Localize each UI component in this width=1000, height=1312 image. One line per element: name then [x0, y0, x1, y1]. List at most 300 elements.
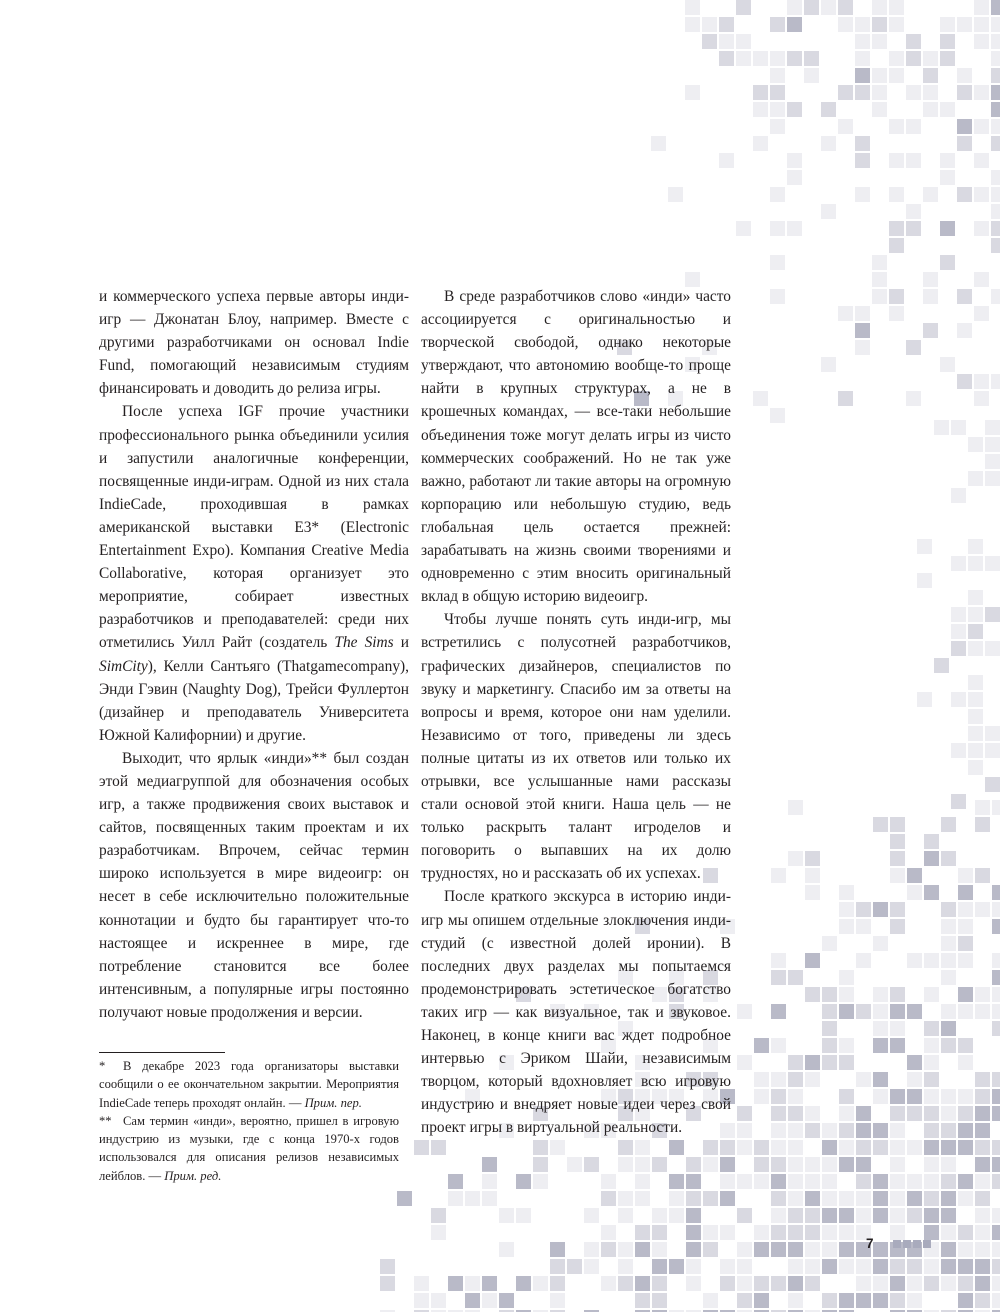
- pixel-square: [917, 692, 932, 707]
- pixel-square: [889, 17, 904, 32]
- pixel-square: [923, 68, 938, 83]
- pixel-square: [804, 0, 819, 15]
- pixel-square: [974, 153, 989, 168]
- pixel-square: [941, 919, 956, 934]
- pixel-square: [635, 1242, 650, 1257]
- pixel-square: [924, 1038, 939, 1053]
- pixel-square: [788, 1225, 803, 1240]
- pixel-square: [974, 221, 989, 236]
- pixel-square: [985, 641, 1000, 656]
- pixel-square: [771, 1140, 786, 1155]
- pixel-square: [771, 1276, 786, 1291]
- pixel-square: [924, 885, 939, 900]
- pixel-square: [907, 1106, 922, 1121]
- pixel-square: [788, 970, 803, 985]
- pixel-square: [737, 1140, 752, 1155]
- pixel-square: [906, 204, 921, 219]
- pixel-square: [770, 51, 785, 66]
- pixel-square: [822, 1157, 837, 1172]
- pixel-square: [770, 85, 785, 100]
- pixel-square: [754, 1225, 769, 1240]
- pixel-square: [958, 936, 973, 951]
- pixel-square: [906, 119, 921, 134]
- pixel-square: [839, 1157, 854, 1172]
- pixel-square: [958, 1191, 973, 1206]
- pixel-square: [804, 68, 819, 83]
- pixel-square: [975, 902, 990, 917]
- pixel-square: [431, 1208, 446, 1223]
- pixel-square: [822, 1225, 837, 1240]
- footnote-divider: [99, 1052, 225, 1053]
- pixel-square: [957, 68, 972, 83]
- pixel-square: [584, 1259, 599, 1274]
- pixel-square: [550, 1140, 565, 1155]
- pixel-square: [652, 1276, 667, 1291]
- pixel-square: [821, 204, 836, 219]
- pixel-square: [974, 17, 989, 32]
- pixel-square: [968, 471, 983, 486]
- pixel-square: [974, 187, 989, 202]
- pixel-square: [975, 800, 990, 815]
- pixel-square: [414, 1293, 429, 1308]
- pixel-square: [975, 1089, 990, 1104]
- pixel-square: [601, 1225, 616, 1240]
- pixel-square: [856, 1293, 871, 1308]
- pixel-square: [635, 1174, 650, 1189]
- pixel-square: [924, 851, 939, 866]
- pixel-square: [958, 1259, 973, 1274]
- pixel-square: [754, 1157, 769, 1172]
- pixel-square: [992, 1293, 1000, 1308]
- pixel-square: [668, 187, 683, 202]
- pixel-square: [822, 1021, 837, 1036]
- pixel-square: [992, 1072, 1000, 1087]
- pixel-square: [975, 1072, 990, 1087]
- pixel-square: [770, 289, 785, 304]
- pixel-square: [951, 607, 966, 622]
- pixel-square: [958, 1038, 973, 1053]
- pixel-square: [890, 834, 905, 849]
- pixel-square: [855, 187, 870, 202]
- pixel-square: [856, 1106, 871, 1121]
- pixel-square: [992, 970, 1000, 985]
- pixel-square: [941, 1191, 956, 1206]
- pixel-square: [805, 1106, 820, 1121]
- pixel-square: [991, 68, 1000, 83]
- pixel-square: [975, 1225, 990, 1240]
- pixel-square: [985, 726, 1000, 741]
- pixel-square: [872, 289, 887, 304]
- pixel-square: [839, 1038, 854, 1053]
- pixel-square: [941, 1276, 956, 1291]
- pixel-square: [652, 1157, 667, 1172]
- pixel-square: [940, 17, 955, 32]
- paragraph: Чтобы лучше понять суть инди-игр, мы встретились с полусотней разработчиков, графических дизайнеров, специалистов по звуку и маркетингу. Спасибо им за ответы на вопросы и время, которое они нам уделили. Независимо от того, приведены ли здесь полные цитаты из их ответов или только их отрывки, все услышанные нами рассказы стали основой этой книги. Наша цель — не только раскрыть талант игроделов и поговорить о выпавших на их долю трудностях, но и рассказать об их успехах.: [421, 611, 731, 883]
- pixel-square: [958, 1293, 973, 1308]
- pixel-square: [635, 1276, 650, 1291]
- pixel-square: [754, 1140, 769, 1155]
- pixel-square: [923, 51, 938, 66]
- pixel-square: [890, 1089, 905, 1104]
- pixel-square: [975, 1174, 990, 1189]
- pixel-square: [890, 1123, 905, 1138]
- pixel-square: [856, 1140, 871, 1155]
- pixel-square: [685, 0, 700, 15]
- pixel-square: [889, 221, 904, 236]
- pixel-square: [771, 1157, 786, 1172]
- pixel-square: [719, 34, 734, 49]
- pixel-square: [754, 1242, 769, 1257]
- right-text-column: [421, 285, 731, 1139]
- paragraph: В среде разработчиков слово «инди» часто ассоциируется с оригинальностью и творческой свободой, однако некоторые утверждают, что автономию вообще-то проще найти в крупных структурах, а не в крошечных командах, — все-таки небольшие объединения тоже могут делать игры из чисто коммерческих соображений. Но не так уже важно, работают ли такие авторы на огромную корпорацию или небольшую студию, ведь глобальная цель остается прежней: зарабатывать на жизнь своими творениями и одновременно с этим вносить оригинальный вклад в общую историю видеоигр.: [421, 288, 731, 606]
- pixel-square: [855, 17, 870, 32]
- pixel-square: [618, 1276, 633, 1291]
- pixel-square: [957, 136, 972, 151]
- pixel-square: [934, 658, 949, 673]
- pixel-square: [907, 868, 922, 883]
- pixel-square: [652, 1225, 667, 1240]
- pixel-square: [635, 1157, 650, 1172]
- pixel-square: [907, 1072, 922, 1087]
- pixel-square: [788, 1242, 803, 1257]
- pixel-square: [754, 1293, 769, 1308]
- pixel-square: [839, 1259, 854, 1274]
- pixel-square: [890, 987, 905, 1002]
- footnote-mark: **: [99, 1113, 112, 1128]
- pixel-square: [856, 919, 871, 934]
- pixel-square: [991, 17, 1000, 32]
- pixel-square: [856, 1191, 871, 1206]
- pixel-square: [940, 51, 955, 66]
- pixel-square: [872, 255, 887, 270]
- pixel-square: [907, 1208, 922, 1223]
- pixel-square: [753, 391, 768, 406]
- pixel-square: [968, 692, 983, 707]
- pixel-square: [890, 1293, 905, 1308]
- pixel-square: [957, 187, 972, 202]
- pixel-square: [941, 1242, 956, 1257]
- pixel-square: [805, 1242, 820, 1257]
- pixel-square: [991, 119, 1000, 134]
- pixel-square: [958, 868, 973, 883]
- pixel-square: [924, 1072, 939, 1087]
- pixel-square: [635, 1293, 650, 1308]
- pixel-square: [991, 187, 1000, 202]
- pixel-square: [906, 153, 921, 168]
- pixel-square: [924, 987, 939, 1002]
- pixel-square: [770, 221, 785, 236]
- pixel-square: [788, 1259, 803, 1274]
- pixel-square: [890, 1021, 905, 1036]
- paragraph-with-titles: [99, 400, 409, 746]
- pixel-square: [754, 1038, 769, 1053]
- pixel-square: [736, 0, 751, 15]
- pixel-square: [753, 85, 768, 100]
- pixel-square: [958, 953, 973, 968]
- pixel-square: [992, 1174, 1000, 1189]
- pixel-square: [855, 340, 870, 355]
- pixel-square: [992, 800, 1000, 815]
- pixel-square: [618, 1259, 633, 1274]
- pixel-square: [889, 51, 904, 66]
- pixel-square: [958, 1174, 973, 1189]
- pixel-square: [873, 1191, 888, 1206]
- pixel-square: [805, 987, 820, 1002]
- pixel-square: [985, 743, 1000, 758]
- pixel-square: [669, 1174, 684, 1189]
- pixel-square: [805, 1174, 820, 1189]
- pixel-square: [855, 68, 870, 83]
- pixel-square: [686, 1242, 701, 1257]
- pixel-square: [992, 1242, 1000, 1257]
- paragraph: После краткого экскурса в историю инди-игр мы опишем отдельные злоключения инди-студий (с известной долей иронии). В последних двух разделах мы попытаемся продемонстрировать эстетическое богатство таких игр — как визуальное, так и звуковое. Наконец, в конце книги вас ждет подробное интервью с Эриком Шайи, независимым творцом, который вдохновляет всю игровую индустрию и внедряет новые идеи через свой проект игры в виртуальной реальности.: [421, 888, 731, 1137]
- pixel-square: [889, 68, 904, 83]
- pixel-square: [822, 1242, 837, 1257]
- pixel-square: [431, 1293, 446, 1308]
- pixel-square: [414, 1276, 429, 1291]
- pixel-square: [907, 1004, 922, 1019]
- pixel-square: [958, 1106, 973, 1121]
- pixel-square: [873, 1174, 888, 1189]
- pixel-square: [550, 1276, 565, 1291]
- pixel-square: [788, 1276, 803, 1291]
- pixel-square: [737, 1276, 752, 1291]
- pixel-square: [771, 1225, 786, 1240]
- pixel-square: [686, 1259, 701, 1274]
- pixel-square: [968, 709, 983, 724]
- pixel-square: [822, 1293, 837, 1308]
- pixel-square: [838, 85, 853, 100]
- pixel-square: [855, 85, 870, 100]
- pixel-square: [771, 970, 786, 985]
- pixel-square: [702, 17, 717, 32]
- pixel-square: [890, 1276, 905, 1291]
- pixel-square: [940, 357, 955, 372]
- pixel-square: [940, 153, 955, 168]
- pixel-square: [873, 1004, 888, 1019]
- pixel-square: [958, 1004, 973, 1019]
- pixel-square: [855, 51, 870, 66]
- pixel-square: [975, 1293, 990, 1308]
- footnote-note: Прим. пер.: [304, 1095, 362, 1110]
- pixel-square: [958, 1055, 973, 1070]
- pixel-square: [771, 1123, 786, 1138]
- pixel-square: [873, 987, 888, 1002]
- pixel-square: [805, 868, 820, 883]
- pixel-square: [839, 1225, 854, 1240]
- pixel-square: [951, 641, 966, 656]
- pixel-square: [838, 306, 853, 321]
- pixel-square: [753, 136, 768, 151]
- pixel-square: [985, 471, 1000, 486]
- pixel-square: [873, 1089, 888, 1104]
- pixel-square: [974, 85, 989, 100]
- pixel-square: [838, 391, 853, 406]
- pixel-square: [788, 1055, 803, 1070]
- pixel-square: [719, 153, 734, 168]
- pixel-square: [906, 51, 921, 66]
- footnote-text: Сам термин «инди», вероятно, пришел в игровую индустрию из музыки, где с конца 1970-х годов использовался для описания релизов независимых лейблов. —: [99, 1113, 399, 1183]
- pixel-square: [907, 1259, 922, 1274]
- pixel-square: [856, 1123, 871, 1138]
- pixel-square: [855, 34, 870, 49]
- pixel-square: [890, 817, 905, 832]
- pixel-square: [686, 1157, 701, 1172]
- pixel-square: [992, 1140, 1000, 1155]
- pixel-square: [924, 1208, 939, 1223]
- footnotes: [99, 1057, 399, 1185]
- pixel-square: [787, 170, 802, 185]
- pixel-square: [958, 919, 973, 934]
- game-title-simcity: SimCity: [99, 657, 148, 675]
- pixel-square: [941, 1106, 956, 1121]
- pixel-square: [873, 936, 888, 951]
- pixel-square: [906, 340, 921, 355]
- pixel-square: [991, 289, 1000, 304]
- pixel-square: [754, 1089, 769, 1104]
- pixel-square: [941, 1174, 956, 1189]
- pixel-square: [737, 1174, 752, 1189]
- footnote: [99, 1112, 399, 1185]
- pixel-square: [890, 1191, 905, 1206]
- pixel-square: [719, 51, 734, 66]
- pixel-square: [788, 1174, 803, 1189]
- pixel-square: [805, 1072, 820, 1087]
- pixel-square: [499, 1242, 514, 1257]
- pixel-square: [839, 919, 854, 934]
- pixel-square: [890, 1225, 905, 1240]
- pixel-square: [991, 374, 1000, 389]
- pixel-square: [958, 885, 973, 900]
- pixel-square: [838, 17, 853, 32]
- pixel-square: [771, 868, 786, 883]
- pixel-square: [787, 51, 802, 66]
- pixel-square: [923, 272, 938, 287]
- pixel-square: [941, 1038, 956, 1053]
- pixel-square: [974, 119, 989, 134]
- pixel-square: [975, 1191, 990, 1206]
- pixel-square: [856, 1276, 871, 1291]
- pixel-square: [686, 1191, 701, 1206]
- pixel-square: [958, 1140, 973, 1155]
- pixel-square: [685, 85, 700, 100]
- pixel-square: [618, 1157, 633, 1172]
- pixel-square: [907, 1140, 922, 1155]
- pixel-square: [924, 1276, 939, 1291]
- pixel-square: [771, 1242, 786, 1257]
- pixel-square: [941, 1259, 956, 1274]
- pixel-square: [992, 987, 1000, 1002]
- pixel-square: [788, 1089, 803, 1104]
- left-text-column: [99, 285, 409, 1024]
- pixel-square: [770, 187, 785, 202]
- pixel-square: [941, 1208, 956, 1223]
- pixel-square: [805, 1259, 820, 1274]
- pixel-square: [838, 0, 853, 15]
- pixel-square: [889, 238, 904, 253]
- pixel-square: [770, 119, 785, 134]
- pixel-square: [516, 1208, 531, 1223]
- pixel-square: [567, 1157, 582, 1172]
- pixel-square: [975, 1140, 990, 1155]
- pixel-square: [924, 1055, 939, 1070]
- pixel-square: [686, 1174, 701, 1189]
- pixel-square: [974, 374, 989, 389]
- pixel-square: [601, 1174, 616, 1189]
- pixel-square: [686, 1208, 701, 1223]
- pixel-square: [839, 902, 854, 917]
- pixel-square: [991, 204, 1000, 219]
- pixel-square: [753, 51, 768, 66]
- pixel-square: [618, 1140, 633, 1155]
- pixel-square: [872, 34, 887, 49]
- pixel-square: [890, 1174, 905, 1189]
- conjunction: и: [393, 634, 409, 652]
- pixel-square: [736, 34, 751, 49]
- pixel-square: [974, 0, 989, 15]
- footnote-note: Прим. ред.: [164, 1168, 222, 1183]
- pixel-square: [991, 238, 1000, 253]
- pixel-square: [821, 102, 836, 117]
- pixel-square: [770, 68, 785, 83]
- pixel-square: [533, 1157, 548, 1172]
- pixel-square: [940, 255, 955, 270]
- pixel-square: [985, 777, 1000, 792]
- pixel-square: [889, 306, 904, 321]
- pixel-square: [985, 607, 1000, 622]
- pixel-square: [550, 1293, 565, 1308]
- pixel-square: [974, 391, 989, 406]
- pixel-square: [968, 641, 983, 656]
- pixel-square: [940, 170, 955, 185]
- footnote: [99, 1057, 399, 1112]
- pixel-square: [720, 1157, 735, 1172]
- pixel-square: [754, 1276, 769, 1291]
- pixel-square: [770, 102, 785, 117]
- pixel-square: [720, 1276, 735, 1291]
- pixel-square: [906, 221, 921, 236]
- pixel-square: [941, 1123, 956, 1138]
- pixel-square: [957, 289, 972, 304]
- pixel-square: [968, 760, 983, 775]
- pixel-square: [805, 885, 820, 900]
- pixel-square: [889, 187, 904, 202]
- pixel-square: [822, 1038, 837, 1053]
- pixel-square: [940, 34, 955, 49]
- pixel-square: [771, 1072, 786, 1087]
- pixel-square: [985, 454, 1000, 469]
- pixel-square: [669, 1140, 684, 1155]
- pixel-square: [703, 1157, 718, 1172]
- pixel-square: [941, 1021, 956, 1036]
- pixel-square: [686, 1225, 701, 1240]
- pixel-square: [771, 1208, 786, 1223]
- pixel-square: [957, 17, 972, 32]
- pixel-square: [906, 34, 921, 49]
- pixel-square: [839, 1123, 854, 1138]
- pixel-square: [924, 1140, 939, 1155]
- pixel-square: [754, 1072, 769, 1087]
- pixel-square: [941, 851, 956, 866]
- pixel-square: [941, 936, 956, 951]
- pixel-square: [635, 1191, 650, 1206]
- pixel-square: [685, 17, 700, 32]
- pixel-square: [821, 136, 836, 151]
- pixel-square: [992, 1157, 1000, 1172]
- pixel-square: [787, 17, 802, 32]
- pixel-square: [873, 1123, 888, 1138]
- pixel-square: [584, 1242, 599, 1257]
